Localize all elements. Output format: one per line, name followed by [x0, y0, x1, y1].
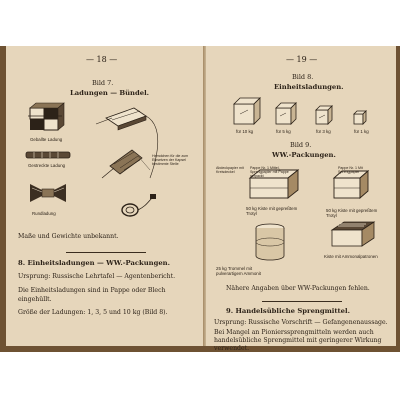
left-page [6, 46, 205, 346]
figure-title: Bild 8. [292, 73, 314, 81]
figure-subtitle: Ladungen — Bündel. [70, 89, 150, 97]
ammonal-crate-illustration [330, 220, 376, 250]
gestreckte-label: Gestreckte Ladung [28, 163, 66, 168]
note: Nähere Angaben über WW-Packungen fehlen. [226, 285, 370, 292]
section-heading: 9. Handelsübliche Sprengmittel. [226, 307, 350, 315]
section-rule [66, 252, 146, 253]
rund-label: Rundladung [32, 211, 56, 216]
pappe2-label: Pappe Nr. 1 Mit Sprengpapier [338, 166, 363, 175]
note: Maße und Gewichte unbekannt. [18, 233, 119, 240]
paragraph-line: Die Einheitsladungen sind in Pappe oder Blech [18, 287, 166, 294]
paragraph-line: eingehüllt. [18, 296, 52, 303]
kiste50b-label: 50 kg Kiste mit gepreßtem Trotyl [326, 208, 378, 219]
figure-subtitle: Einheitsladungen. [274, 83, 344, 91]
weight-label: für 10 kg [236, 129, 254, 134]
kiste-amm-label: Kiste mit Ammonalpatronen [324, 254, 378, 259]
hemden-label: Hemdchen für die zum Einsetzen der Kapsel bestimmte Stelle [152, 154, 189, 167]
rundladung-illustration [28, 180, 68, 206]
geballte-ladung-illustration [26, 102, 66, 134]
figure-title: Bild 9. [290, 141, 312, 149]
origin-line: Ursprung: Russische Vorschrift — Gefangenenaussage. [214, 319, 388, 326]
weight-label: für 3 kg [316, 129, 331, 134]
kiste50a-label: 50 kg Kiste mit gepreßtem Trotyl [246, 206, 298, 217]
section-heading: 8. Einheitsladungen — WW.-Packungen. [18, 259, 170, 267]
weight-label: für 1 kg [354, 129, 369, 134]
page-number: — 19 — [286, 55, 318, 64]
section-rule [262, 301, 342, 302]
paragraph-line: verwendet. [214, 345, 250, 352]
trommel-illustration [250, 222, 290, 264]
page-number: — 18 — [86, 55, 118, 64]
gestreckte-ladung-illustration [24, 149, 72, 161]
weight-label: für 5 kg [276, 129, 291, 134]
open-book [0, 46, 400, 352]
figure-title: Bild 7. [92, 79, 114, 87]
pappe1-label: Pappe Nr. 1 Mittel, Sprengpapier mit Pappe verpackt [250, 166, 289, 179]
trommel-label: 25 kg Trommel mit pulverartigem Ammonit [216, 266, 261, 277]
figure-subtitle: WW.-Packungen. [272, 151, 336, 159]
paragraph-line: Bei Mangel an Pionierssprengmitteln werden auch [214, 329, 374, 336]
abdeckpapier-label: Abdeckpapier mit Kreisdeckel [216, 166, 244, 175]
einheitsladungen-boxes [232, 96, 382, 128]
origin-line: Ursprung: Russische Lehrtafel — Agentenbericht. [18, 273, 176, 280]
paragraph-line: handelsübliche Sprengmittel mit geringerer Wirkung [214, 337, 382, 344]
geballte-label: Geballte Ladung [30, 137, 63, 142]
right-page [206, 46, 396, 352]
paragraph-line: Größe der Ladungen: 1, 3, 5 und 10 kg (Bild 8). [18, 309, 168, 316]
